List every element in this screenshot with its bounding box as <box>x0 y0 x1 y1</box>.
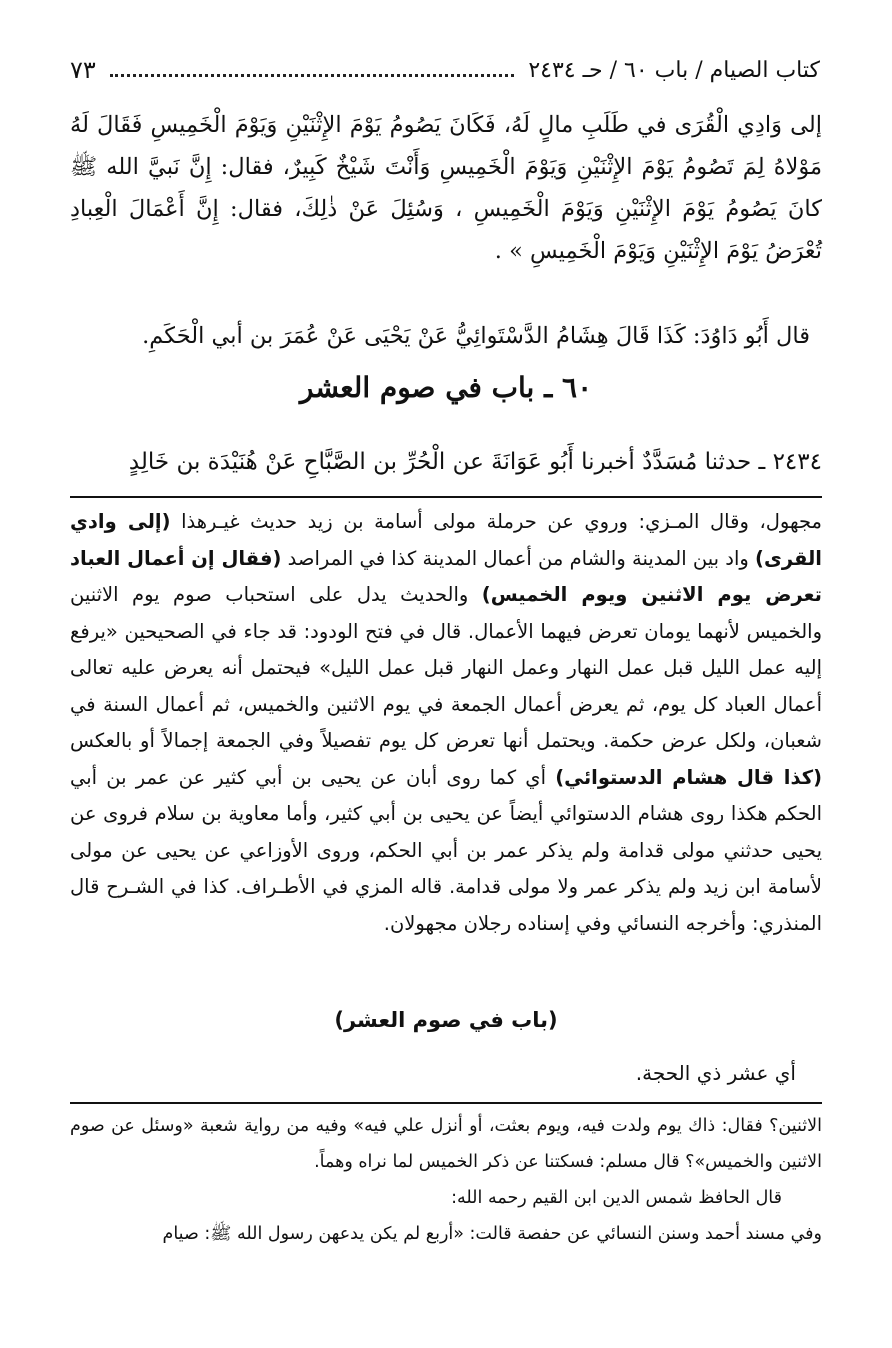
footnote-line: الاثنين؟ فقال: ذاك يوم ولدت فيه، ويوم بعثت، أو أنزل علي فيه» وفيه من رواية شعبة «وسئل عن صوم الاثنين والخميس»؟ قال مسلم: فسكتنا عن ذكر الخميس لما نراه وهماً. <box>70 1116 822 1172</box>
commentary-paragraph <box>70 504 822 942</box>
page-header <box>70 52 820 88</box>
separator-rule <box>70 496 822 498</box>
commentary-text: والحديث يدل على استحباب صوم يوم الاثنين والخميس لأنهما يومان تعرض فيهما الأعمال. قال في فتح الودود: قد جاء في الصحيحين «يرفع إليه عمل الليل قبل عمل النهار وعمل النهار قبل عمل الليل» فيحتمل أنه يعرض عليه تعالى أعمال العباد كل يوم، ثم يعرض أعمال الجمعة في يوم الاثنين والخميس، ثم أعمال السنة في شعبان، ولكل عرض حكمة. ويحتمل أنها تعرض كل يوم تفصيلاً وفي الجمعة إجمالاً أو بالعكس <box>70 583 822 752</box>
footnote-line: قال الحافظ شمس الدين ابن القيم رحمه الله: <box>451 1188 782 1208</box>
commentary-text: مجهول، وقال المـزي: وروي عن حرملة مولى أسامة بن زيد حديث غيـرهذا <box>170 510 823 533</box>
commentary-quote: (فقال إن أعمال العباد تعرض يوم الاثنين ويوم الخميس) <box>70 546 822 606</box>
commentary-quote: (كذا قال هشام الدستوائي) <box>555 765 822 789</box>
footnote-block <box>70 1108 822 1252</box>
hadith-isnad-line: ٢٤٣٤ ـ حدثنا مُسَدَّدٌ أخبرنا أَبُو عَوَانَةَ عن الْحُرِّ بن الصَّبَّاحِ عَنْ هُنَيْدَة بن خَالِدٍ <box>128 449 822 475</box>
main-paragraph: إلى وَادِي الْقُرَى في طَلَبِ مالٍ لَهُ، فَكَانَ يَصُومُ يَوْمَ الإِثْنَيْنِ وَيَوْمَ الْخَمِيسِ فَقَالَ لَهُ مَوْلاهُ لِمَ تَصُومُ يَوْمَ الإِثْنَيْنِ وَيَوْمَ الْخَمِيسِ وَأَنْتَ شَيْخٌ كَبِيرٌ، فقال: إِنَّ نَبيَّ الله ﷺ كانَ يَصُومُ يَوْمَ الإِثْنَيْنِ وَيَوْمَ الْخَمِيسِ ، وَسُئِلَ عَنْ ذٰلِكَ، فقال: إِنَّ أَعْمَالَ الْعِبادِ تُعْرَضُ يَوْمَ الإِثْنَيْنِ وَيَوْمَ الْخَمِيسِ » . <box>70 112 822 264</box>
subheading-note: أي عشر ذي الحجة. <box>635 1061 796 1085</box>
chapter-heading: ٦٠ ـ باب في صوم العشر <box>299 371 593 404</box>
running-title: كتاب الصيام / باب ٦٠ / حـ ٢٤٣٤ <box>528 57 820 83</box>
main-text-block <box>70 104 822 272</box>
commentary-text: واد بين المدينة والشام من أعمال المدينة كذا في المراصد <box>281 546 756 570</box>
commentary-block <box>70 504 822 942</box>
footnote-line: وفي مسند أحمد وسنن النسائي عن حفصة قالت: «أربع لم يكن يدعهن رسول الله ﷺ: صيام <box>162 1224 822 1244</box>
commentary-subheading: (باب في صوم العشر) <box>334 1008 558 1032</box>
page-number: ٧٣ <box>70 56 96 84</box>
header-dot-leader <box>110 74 515 77</box>
commentary-text: أي كما روى أبان عن يحيى بن أبي كثير عن عمر بن أبي الحكم هكذا روى هشام الدستوائي أيضاً عن يحيى بن أبي كثير، وأما معاوية بن سلام فروى عن يحيى حدثني مولى قدامة ولم يذكر عمر بن أبي الحكم، وروى الأوزاعي عن يحيى عن مولى لأسامة ابن زيد ولم يذكر عمر ولا مولى قدامة. قاله المزي في الأطـراف. كذا في الشـرح قال المنذري: وأخرجه النسائي وفي إسناده رجلان مجهولان. <box>70 765 822 935</box>
commentary-quote: (إلى وادي القرى) <box>70 510 822 570</box>
abu-dawud-note: قال أَبُو دَاوُدَ: كَذَا قَالَ هِشَامُ الدَّسْتَوائِيُّ عَنْ يَحْيَى عَنْ عُمَرَ بن أبي الْحَكَمِ. <box>142 323 810 349</box>
footnote-separator-rule <box>70 1102 822 1104</box>
